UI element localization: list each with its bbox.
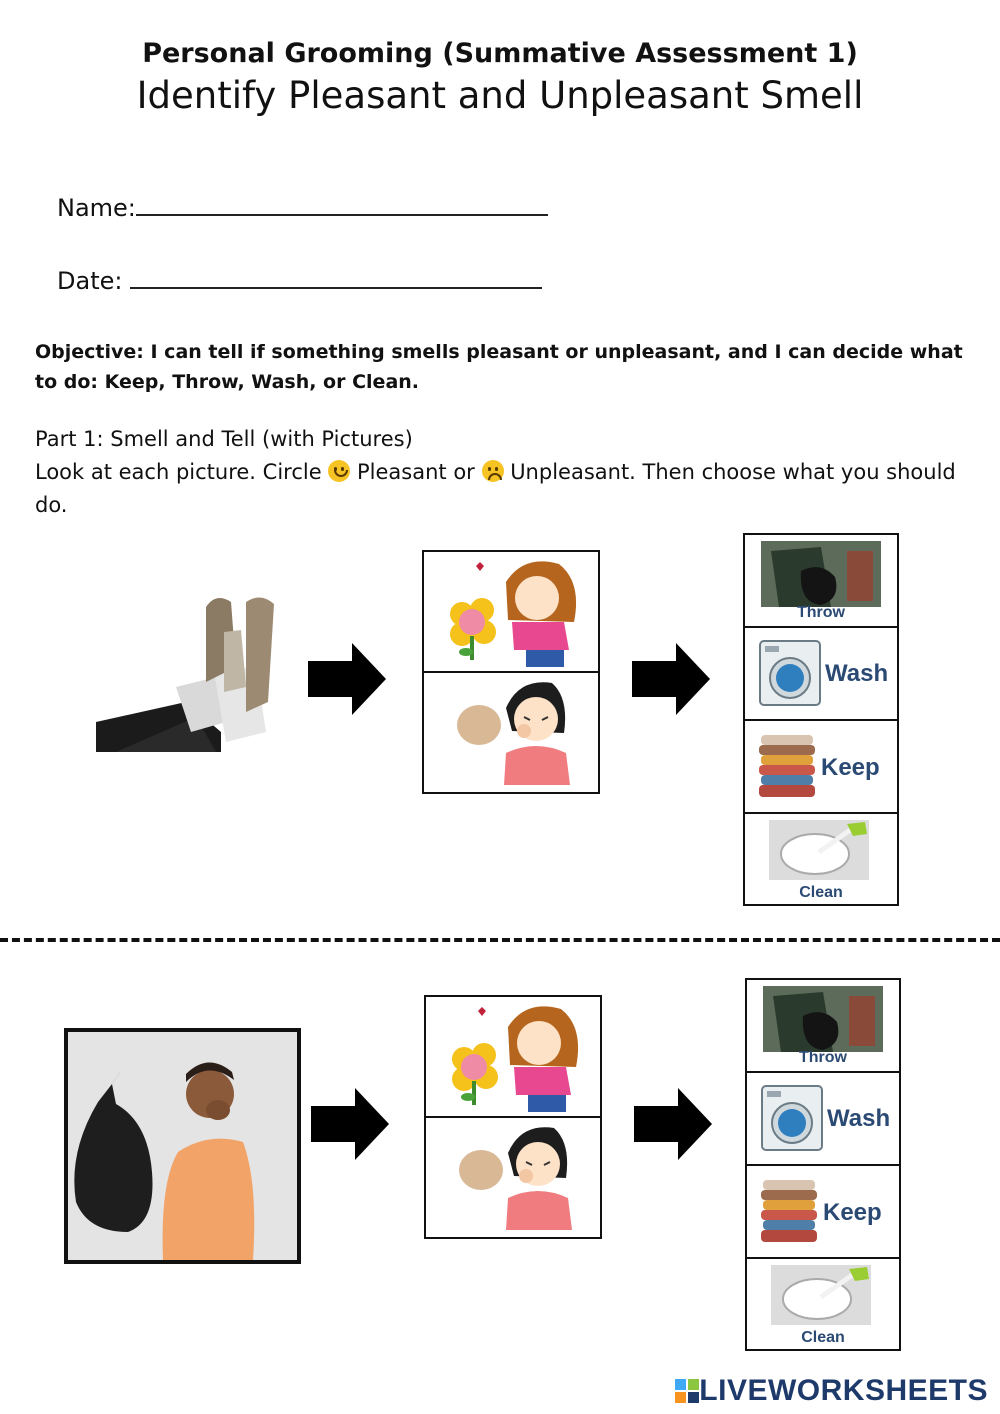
unpleasant-choice[interactable] [426, 1116, 600, 1237]
throw-label: Throw [799, 1049, 847, 1066]
brand-text: LIVEWORKSHEETS [699, 1374, 988, 1407]
liveworksheets-grid-icon [675, 1379, 699, 1403]
dirty-socks-image [96, 592, 286, 752]
name-field [57, 192, 548, 222]
throw-option[interactable] [745, 535, 897, 626]
throw-option[interactable] [747, 980, 899, 1071]
girl-smelling-bad-odor-icon [426, 1118, 600, 1235]
wash-option[interactable] [747, 1071, 899, 1164]
keep-option[interactable] [747, 1164, 899, 1257]
wash-label: Wash [825, 660, 889, 687]
throw-trash-icon [761, 541, 881, 607]
toilet-cleaning-icon [769, 820, 869, 880]
washing-machine-icon [761, 1085, 823, 1151]
wash-label: Wash [827, 1105, 891, 1132]
keep-label: Keep [821, 754, 880, 781]
pleasant-choice[interactable] [426, 997, 600, 1116]
throw-trash-icon [763, 986, 883, 1052]
arrow-right-icon [311, 1088, 389, 1160]
part1-heading: Part 1: Smell and Tell (with Pictures) [35, 427, 413, 451]
frown-emoji-icon [482, 460, 504, 482]
clean-option[interactable] [745, 812, 897, 904]
folded-clothes-icon [755, 731, 819, 801]
instruction-text-a: Look at each picture. Circle [35, 460, 322, 484]
date-field [57, 265, 542, 295]
girl-smelling-flower-icon [424, 552, 598, 671]
arrow-right-icon [308, 643, 386, 715]
wash-option[interactable] [745, 626, 897, 719]
keep-option[interactable] [745, 719, 897, 812]
arrow-right-icon [632, 643, 710, 715]
smell-choice-box [422, 550, 600, 794]
name-label: Name: [57, 194, 136, 222]
pleasant-choice[interactable] [424, 552, 598, 671]
worksheet-subtitle: Identify Pleasant and Unpleasant Smell [136, 74, 864, 117]
girl-smelling-bad-odor-icon [424, 673, 598, 790]
man-with-trash-bag-image [64, 1028, 301, 1264]
girl-smelling-flower-icon [426, 997, 600, 1116]
smell-choice-box [424, 995, 602, 1239]
toilet-cleaning-icon [771, 1265, 871, 1325]
arrow-right-icon [634, 1088, 712, 1160]
washing-machine-icon [759, 640, 821, 706]
throw-label: Throw [797, 604, 845, 621]
smile-emoji-icon [328, 460, 350, 482]
name-input-line[interactable] [136, 192, 548, 216]
unpleasant-choice[interactable] [424, 671, 598, 792]
worksheet-title: Personal Grooming (Summative Assessment 1) [142, 38, 858, 69]
part1-instructions [35, 423, 965, 522]
folded-clothes-icon [757, 1176, 821, 1246]
part1-instruction [35, 456, 965, 522]
clean-label: Clean [801, 1329, 845, 1346]
action-choice-box [745, 978, 901, 1351]
objective-text: Objective: I can tell if something smells pleasant or unpleasant, and I can decide what to do: Keep, Throw, Wash, or Clean. [35, 341, 963, 393]
date-input-line[interactable] [130, 265, 542, 289]
keep-label: Keep [823, 1199, 882, 1226]
instruction-text-b: Unpleasant. Then choose what you should do. [35, 460, 956, 517]
clean-label: Clean [799, 884, 843, 901]
liveworksheets-logo [675, 1374, 988, 1408]
clean-option[interactable] [747, 1257, 899, 1349]
pleasant-text: Pleasant or [357, 460, 475, 484]
dashed-divider [0, 938, 1000, 942]
date-label: Date: [57, 267, 123, 295]
action-choice-box [743, 533, 899, 906]
